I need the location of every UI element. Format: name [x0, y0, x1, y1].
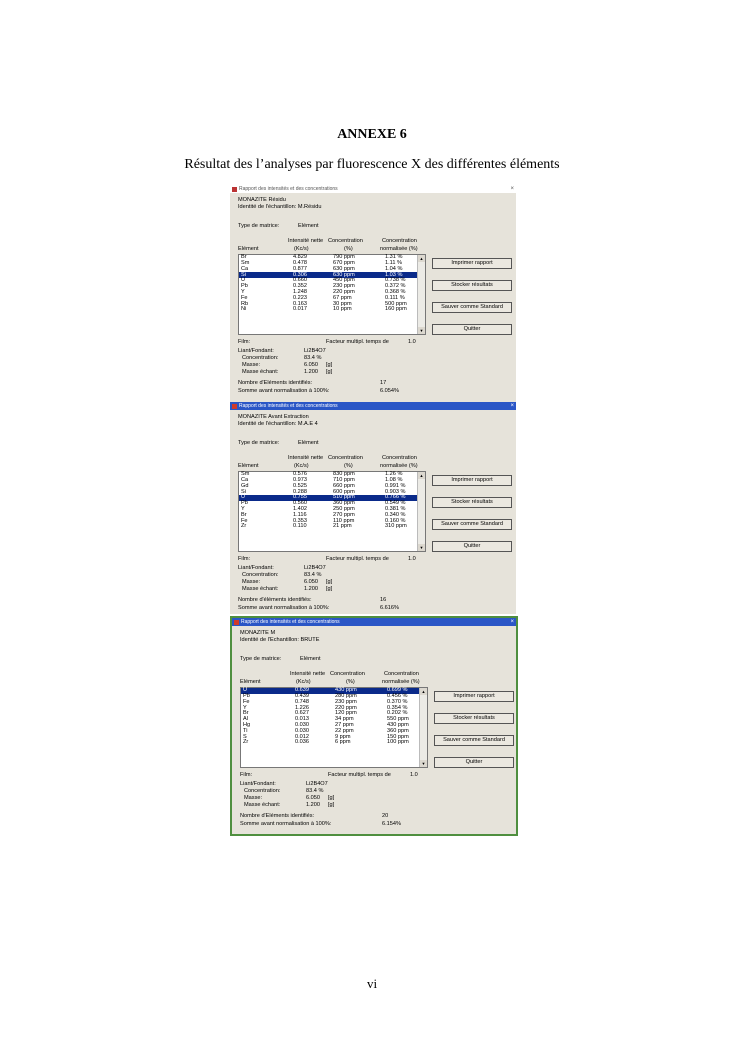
normalized-cell: 1.31 % [385, 254, 403, 261]
col-intensity-header: Intensité nette [288, 455, 324, 461]
film-label: Film: [240, 772, 253, 778]
sample-identity: Identité de l'échantillon: M.Résidu [238, 204, 322, 210]
normalized-cell: 150 ppm [387, 733, 409, 740]
page-number: vi [366, 976, 378, 991]
intensity-cell: 0.223 [293, 294, 307, 301]
concentration-cell: 220 ppm [335, 704, 357, 711]
time-factor-label: Facteur multipl. temps de [326, 556, 389, 562]
window-titlebar[interactable] [232, 618, 516, 626]
normalized-cell: 0.699 % [387, 687, 408, 694]
intensity-cell: 1.116 [293, 511, 307, 518]
sum-value: 6.054% [380, 388, 399, 394]
element-cell: Pb [241, 283, 248, 290]
sample-name: MONAZITE Avant Extraction [238, 414, 309, 420]
sample-mass-value: 1.200 [304, 369, 318, 375]
concentration-cell: 27 ppm [335, 722, 354, 729]
time-factor-value: 1.0 [408, 556, 416, 562]
mass-unit: [g] [326, 362, 333, 368]
normalized-cell: 100 ppm [387, 739, 409, 746]
film-label: Film: [238, 339, 251, 345]
intensity-cell: 0.163 [293, 300, 307, 307]
report-window-avant-extraction [230, 402, 516, 614]
app-icon [232, 187, 237, 192]
close-icon[interactable]: × [510, 619, 514, 625]
concentration-cell: 270 ppm [333, 511, 355, 518]
quit-button[interactable]: Quitter [434, 757, 514, 768]
intensity-cell: 0.013 [295, 716, 309, 723]
element-cell: Y [241, 289, 245, 296]
scroll-down-icon[interactable]: ▼ [421, 761, 426, 766]
col-element-header: Elément [238, 463, 259, 469]
concentration-cell: 230 ppm [335, 698, 357, 705]
element-cell: Zr [243, 739, 249, 746]
element-cell: Al [243, 716, 248, 723]
col-conc-unit: (%) [344, 246, 353, 252]
element-count-label: Nombre d'éléments identifiés: [238, 597, 312, 603]
concentration-cell: 9 ppm [335, 733, 351, 740]
sum-label: Somme avant normalisation à 100%: [238, 605, 330, 611]
sample-mass-value: 1.200 [306, 802, 320, 808]
normalized-cell: 360 ppm [387, 727, 409, 734]
mass-unit: [g] [326, 579, 333, 585]
normalized-cell: 310 ppm [385, 523, 407, 530]
print-report-button[interactable]: Imprimer rapport [434, 691, 514, 702]
col-conc-header: Concentration [328, 455, 363, 461]
save-as-standard-button[interactable]: Sauver comme Standard [434, 735, 514, 746]
element-cell: Fe [241, 294, 248, 301]
normalized-cell: 1.08 % [385, 477, 403, 484]
sample-mass-label: Masse échant: [242, 369, 279, 375]
element-cell: Pb [241, 500, 248, 507]
element-cell: Br [241, 511, 247, 518]
concentration-cell: 21 ppm [333, 523, 352, 530]
matrix-type-value: Elément [300, 656, 321, 662]
sample-mass-unit: [g] [328, 802, 335, 808]
sample-name: MONAZITE M [240, 630, 276, 636]
window-titlebar[interactable] [230, 185, 516, 193]
element-count-label: Nombre d'Eléments identifiés: [238, 380, 313, 386]
sum-value: 6.616% [380, 605, 399, 611]
intensity-cell: 0.030 [295, 727, 309, 734]
concentration-cell: 30 ppm [333, 300, 352, 307]
binder-conc-value: 83.4 % [304, 355, 322, 361]
scroll-down-icon[interactable]: ▼ [419, 545, 424, 550]
concentration-cell: 830 ppm [333, 471, 355, 478]
col-conc-unit: (%) [346, 679, 355, 685]
col-conc-header: Concentration [330, 671, 365, 677]
intensity-cell: 1.402 [293, 506, 307, 513]
binder-label: Liant/Fondant: [240, 781, 276, 787]
intensity-cell: 0.973 [293, 477, 307, 484]
normalized-cell: 0.903 % [385, 488, 406, 495]
time-factor-label: Facteur multipl. temps de [328, 772, 391, 778]
concentration-cell: 6 ppm [335, 739, 351, 746]
element-cell: Ni [241, 306, 247, 313]
print-report-button[interactable]: Imprimer rapport [432, 475, 512, 486]
intensity-cell: 0.439 [295, 693, 309, 700]
normalized-cell: 430 ppm [387, 722, 409, 729]
normalized-cell: 1.03 % [385, 271, 403, 278]
normalized-cell: 0.456 % [387, 693, 408, 700]
element-cell: Gd [241, 482, 249, 489]
results-list[interactable] [240, 687, 428, 768]
intensity-cell: 0.560 [293, 500, 307, 507]
binder-conc-value: 83.4 % [306, 788, 324, 794]
window-titlebar[interactable] [230, 402, 516, 410]
normalized-cell: 0.368 % [385, 289, 406, 296]
save-as-standard-button[interactable]: Sauver comme Standard [432, 519, 512, 530]
intensity-cell: 0.639 [295, 687, 309, 694]
scroll-up-icon[interactable]: ▲ [419, 256, 424, 261]
concentration-cell: 790 ppm [333, 254, 355, 261]
sample-mass-unit: [g] [326, 586, 333, 592]
normalized-cell: 0.738 % [385, 277, 406, 284]
element-cell: Ca [241, 477, 249, 484]
binder-conc-label: Concentration: [244, 788, 281, 794]
table-row[interactable] [239, 307, 425, 313]
concentration-cell: 250 ppm [333, 506, 355, 513]
app-icon [234, 620, 239, 625]
intensity-cell: 0.748 [295, 698, 309, 705]
element-cell: Sm [241, 260, 250, 267]
normalized-cell: 0.370 % [387, 698, 408, 705]
concentration-cell: 22 ppm [335, 727, 354, 734]
store-results-button[interactable]: Stocker résultats [432, 497, 512, 508]
sample-mass-value: 1.200 [304, 586, 318, 592]
concentration-cell: 110 ppm [333, 517, 355, 524]
annex-subtitle: Résultat des l’analyses par fluorescence X des différentes éléments [184, 157, 560, 172]
intensity-cell: 0.306 [293, 271, 307, 278]
scroll-down-icon[interactable]: ▼ [419, 328, 424, 333]
element-cell: Zr [241, 523, 247, 530]
element-cell: Br [243, 710, 249, 717]
normalized-cell: 0.202 % [387, 710, 408, 717]
col-norm-unit: normalisée (%) [382, 679, 420, 685]
sample-identity: Identité de l'Echantillon: BRUTE [240, 637, 320, 643]
normalized-cell: 1.26 % [385, 471, 403, 478]
binder-conc-label: Concentration: [242, 572, 279, 578]
sample-mass-label: Masse échant: [244, 802, 281, 808]
normalized-cell: 0.549 % [385, 500, 406, 507]
intensity-cell: 0.012 [295, 733, 309, 740]
col-norm-unit: normalisée (%) [380, 246, 418, 252]
time-factor-value: 1.0 [410, 772, 418, 778]
time-factor-value: 1.0 [408, 339, 416, 345]
binder-conc-value: 83.4 % [304, 572, 322, 578]
quit-button[interactable]: Quitter [432, 324, 512, 335]
intensity-cell: 0.525 [293, 482, 307, 489]
table-row[interactable] [241, 740, 427, 746]
intensity-cell: 0.017 [293, 306, 307, 313]
element-count-value: 17 [380, 380, 387, 386]
concentration-cell: 67 ppm [333, 294, 352, 301]
sum-value: 6.154% [382, 821, 401, 827]
intensity-cell: 0.030 [295, 722, 309, 729]
normalized-cell: 0.766 % [385, 494, 406, 501]
sample-name: MONAZITE Résidu [238, 197, 286, 203]
binder-label: Liant/Fondant: [238, 348, 274, 354]
col-conc-header: Concentration [328, 238, 363, 244]
matrix-type-label: Type de matrice: [238, 223, 280, 229]
element-cell: Fe [241, 517, 248, 524]
element-cell: Pb [243, 693, 250, 700]
report-window-brute [230, 616, 518, 836]
close-icon[interactable]: × [510, 186, 514, 192]
element-cell: U [241, 494, 246, 501]
binder-label: Liant/Fondant: [238, 565, 274, 571]
concentration-cell: 630 ppm [333, 271, 355, 278]
col-norm-header: Concentration [382, 455, 417, 461]
window-title: Rapport des intensités et des concentrations [239, 186, 338, 192]
scroll-up-icon[interactable]: ▲ [419, 473, 424, 478]
time-factor-label: Facteur multipl. temps de [326, 339, 389, 345]
intensity-cell: 0.755 [293, 494, 307, 501]
normalized-cell: 160 ppm [385, 306, 407, 313]
intensity-cell: 4.829 [293, 254, 307, 261]
normalized-cell: 0.381 % [385, 506, 406, 513]
list-scrollbar[interactable] [417, 472, 425, 551]
element-cell: Si [241, 271, 246, 278]
col-conc-unit: (%) [344, 463, 353, 469]
element-cell: Ca [241, 265, 249, 272]
intensity-cell: 0.660 [293, 277, 307, 284]
concentration-cell: 230 ppm [333, 283, 355, 290]
table-row[interactable] [239, 524, 425, 530]
results-list[interactable] [238, 471, 426, 552]
element-cell: Si [241, 488, 246, 495]
col-element-header: Elément [238, 246, 259, 252]
intensity-cell: 1.226 [295, 704, 309, 711]
element-count-value: 20 [382, 813, 389, 819]
window-title: Rapport des intensités et des concentrations [241, 619, 340, 625]
normalized-cell: 0.111 % [385, 294, 405, 301]
intensity-cell: 0.576 [293, 471, 307, 478]
sum-label: Somme avant normalisation à 100%: [240, 821, 332, 827]
binder-value: Li2B4O7 [304, 348, 326, 354]
element-cell: Hg [243, 722, 251, 729]
col-element-header: Elément [240, 679, 261, 685]
intensity-cell: 1.248 [293, 289, 307, 296]
store-results-button[interactable]: Stocker résultats [434, 713, 514, 724]
col-norm-header: Concentration [384, 671, 419, 677]
concentration-cell: 360 ppm [333, 500, 355, 507]
concentration-cell: 450 ppm [333, 277, 355, 284]
sample-mass-unit: [g] [326, 369, 333, 375]
sum-label: Somme avant normalisation à 100%: [238, 388, 330, 394]
scroll-up-icon[interactable]: ▲ [421, 689, 426, 694]
concentration-cell: 10 ppm [333, 306, 352, 313]
matrix-type-value: Elément [298, 440, 319, 446]
col-intensity-header: Intensité nette [288, 238, 324, 244]
concentration-cell: 120 ppm [335, 710, 357, 717]
window-title: Rapport des intensités et des concentrations [239, 403, 338, 409]
print-report-button[interactable]: Imprimer rapport [432, 258, 512, 269]
normalized-cell: 1.04 % [385, 265, 403, 272]
element-cell: U [243, 687, 248, 694]
normalized-cell: 550 ppm [387, 716, 409, 723]
matrix-type-label: Type de matrice: [238, 440, 280, 446]
matrix-type-label: Type de matrice: [240, 656, 282, 662]
mass-unit: [g] [328, 795, 335, 801]
mass-label: Masse: [242, 362, 261, 368]
mass-value: 6.050 [304, 362, 318, 368]
intensity-cell: 0.110 [293, 523, 307, 530]
concentration-cell: 34 ppm [335, 716, 354, 723]
save-as-standard-button[interactable]: Sauver comme Standard [432, 302, 512, 313]
mass-label: Masse: [244, 795, 263, 801]
concentration-cell: 280 ppm [335, 693, 357, 700]
element-cell: S [243, 733, 247, 740]
element-cell: Ti [243, 727, 248, 734]
element-cell: Y [243, 704, 247, 711]
col-intensity-unit: (Kc/s) [296, 679, 311, 685]
col-norm-header: Concentration [382, 238, 417, 244]
mass-value: 6.050 [304, 579, 318, 585]
binder-value: Li2B4O7 [306, 781, 328, 787]
normalized-cell: 0.340 % [385, 511, 406, 518]
concentration-cell: 660 ppm [333, 482, 355, 489]
normalized-cell: 0.372 % [385, 283, 406, 290]
col-intensity-unit: (Kc/s) [294, 463, 309, 469]
intensity-cell: 0.478 [293, 260, 307, 267]
concentration-cell: 600 ppm [333, 488, 355, 495]
concentration-cell: 430 ppm [335, 687, 357, 694]
element-cell: Br [241, 254, 247, 261]
concentration-cell: 710 ppm [333, 477, 355, 484]
element-cell: Rb [241, 300, 249, 307]
normalized-cell: 0.354 % [387, 704, 408, 711]
normalized-cell: 0.991 % [385, 482, 406, 489]
concentration-cell: 220 ppm [333, 289, 355, 296]
intensity-cell: 0.627 [295, 710, 309, 717]
results-list[interactable] [238, 254, 426, 335]
store-results-button[interactable]: Stocker résultats [432, 280, 512, 291]
app-icon [232, 404, 237, 409]
close-icon[interactable]: × [510, 403, 514, 409]
concentration-cell: 510 ppm [333, 494, 355, 501]
col-norm-unit: normalisée (%) [380, 463, 418, 469]
normalized-cell: 1.11 % [385, 260, 402, 267]
intensity-cell: 0.353 [293, 517, 307, 524]
report-window-residu [230, 185, 516, 402]
sample-identity: Identité de l'échantillon: M.A.E 4 [238, 421, 318, 427]
element-cell: U [241, 277, 246, 284]
col-intensity-header: Intensité nette [290, 671, 326, 677]
binder-conc-label: Concentration: [242, 355, 279, 361]
col-intensity-unit: (Kc/s) [294, 246, 309, 252]
concentration-cell: 630 ppm [333, 265, 355, 272]
normalized-cell: 0.160 % [385, 517, 406, 524]
mass-value: 6.050 [306, 795, 320, 801]
element-cell: Y [241, 506, 245, 513]
binder-value: Li2B4O7 [304, 565, 326, 571]
list-scrollbar[interactable] [419, 688, 427, 767]
intensity-cell: 0.288 [293, 488, 307, 495]
annex-title: ANNEXE 6 [337, 127, 407, 142]
element-count-label: Nombre d'Eléments identifiés: [240, 813, 315, 819]
film-label: Film: [238, 556, 251, 562]
sample-mass-label: Masse échant: [242, 586, 279, 592]
matrix-type-value: Elément [298, 223, 319, 229]
element-cell: Sm [241, 471, 250, 478]
intensity-cell: 0.352 [293, 283, 307, 290]
concentration-cell: 670 ppm [333, 260, 355, 267]
list-scrollbar[interactable] [417, 255, 425, 334]
intensity-cell: 0.036 [295, 739, 309, 746]
element-count-value: 16 [380, 597, 387, 603]
normalized-cell: 500 ppm [385, 300, 407, 307]
element-cell: Fe [243, 698, 250, 705]
mass-label: Masse: [242, 579, 261, 585]
intensity-cell: 0.877 [293, 265, 307, 272]
quit-button[interactable]: Quitter [432, 541, 512, 552]
